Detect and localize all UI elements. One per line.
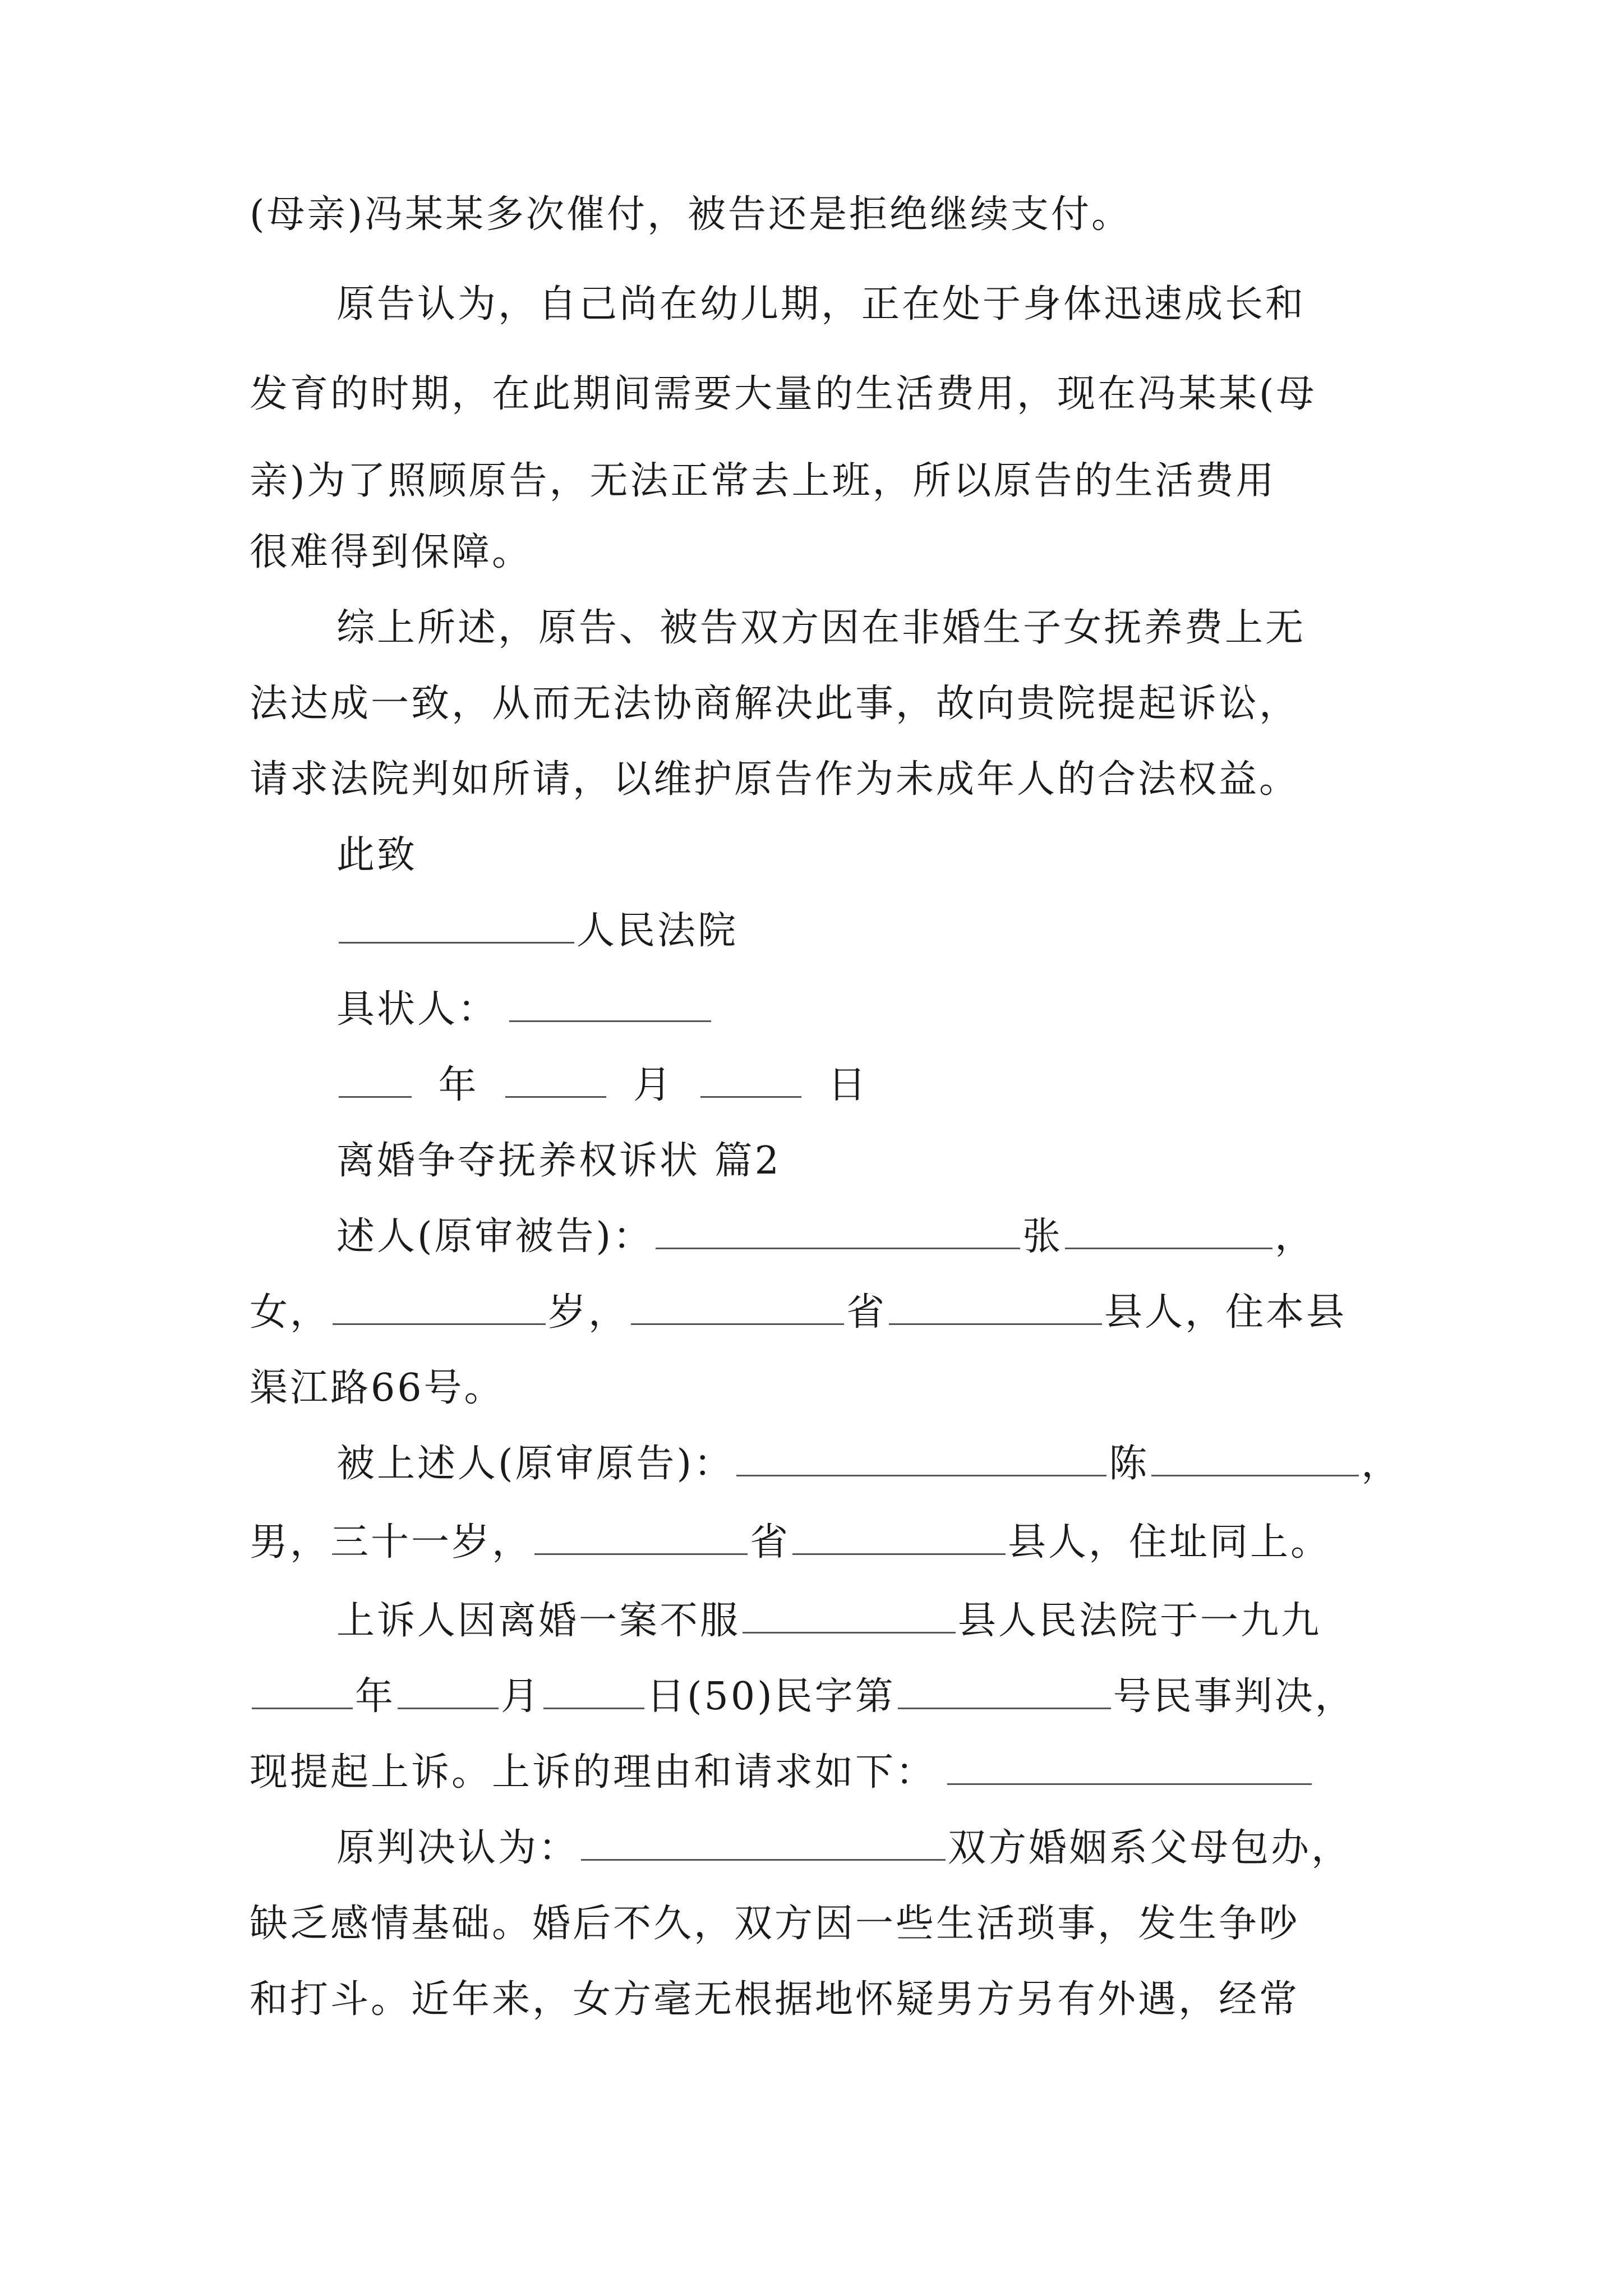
appellee-line: 男，三十一岁， 省 县人，住址同上。 bbox=[250, 1517, 1331, 1568]
blank-field bbox=[1065, 1212, 1272, 1249]
court-line: 人民法院 bbox=[336, 906, 738, 956]
blank-field bbox=[1151, 1439, 1359, 1476]
paragraph-line: 综上所述，原告、被告双方因在非婚生子女抚养费上无 bbox=[336, 606, 1306, 650]
appellant-line: 女， 岁， 省 县人，住本县 bbox=[250, 1287, 1347, 1338]
blank-field bbox=[252, 1672, 353, 1709]
blank-field bbox=[534, 1517, 748, 1555]
blank-field bbox=[656, 1212, 1020, 1249]
paragraph-line: 和打斗。近年来，女方毫无根据地怀疑男方另有外遇，经常 bbox=[250, 1977, 1300, 2022]
original-judgment-line: 原判决认为： 双方婚姻系父母包办， bbox=[336, 1823, 1352, 1874]
appeal-line: 现提起上诉。上诉的理由和请求如下： bbox=[250, 1747, 1314, 1798]
signer-line: 具状人： bbox=[336, 984, 713, 1035]
paragraph-line: 缺乏感情基础。婚后不久，双方因一些生活琐事，发生争吵 bbox=[250, 1902, 1300, 1946]
blank-field bbox=[333, 1287, 546, 1325]
blank-field bbox=[505, 1060, 606, 1098]
blank-field bbox=[339, 1060, 412, 1098]
paragraph-line: 很难得到保障。 bbox=[250, 530, 533, 574]
blank-field bbox=[509, 984, 711, 1022]
paragraph-line: 请求法院判如所请，以维护原告作为未成年人的合法权益。 bbox=[250, 757, 1300, 802]
paragraph-line: 法达成一致，从而无法协商解决此事，故向贵院提起诉讼， bbox=[250, 682, 1300, 726]
appellant-address: 渠江路66号。 bbox=[250, 1366, 505, 1410]
salutation: 此致 bbox=[336, 833, 418, 877]
blank-field bbox=[543, 1672, 644, 1709]
paragraph-line: 亲)为了照顾原告，无法正常去上班，所以原告的生活费用 bbox=[250, 459, 1276, 503]
blank-field bbox=[581, 1823, 946, 1861]
blank-field bbox=[700, 1060, 801, 1098]
appellee-line: 被上述人(原审原告)： 陈 ， bbox=[336, 1439, 1401, 1489]
date-line: 年 月 日 bbox=[336, 1060, 878, 1111]
blank-field bbox=[889, 1287, 1102, 1325]
paragraph-line: 原告认为，自己尚在幼儿期，正在处于身体迅速成长和 bbox=[336, 282, 1306, 326]
blank-field bbox=[631, 1287, 844, 1325]
appellant-line: 述人(原审被告)： 张 ， bbox=[336, 1212, 1315, 1262]
appeal-line: 年 月 日(50)民字第 号民事判决， bbox=[250, 1672, 1355, 1722]
paragraph-line: (母亲)冯某某多次催付，被告还是拒绝继续支付。 bbox=[250, 192, 1132, 237]
blank-field bbox=[947, 1747, 1312, 1785]
blank-field bbox=[743, 1596, 956, 1634]
section-heading: 离婚争夺抚养权诉状 篇2 bbox=[336, 1139, 781, 1183]
blank-field bbox=[898, 1672, 1111, 1709]
appeal-line: 上诉人因离婚一案不服 县人民法院于一九九 bbox=[336, 1596, 1321, 1646]
blank-field bbox=[736, 1439, 1106, 1476]
blank-field bbox=[398, 1672, 499, 1709]
paragraph-line: 发育的时期，在此期间需要大量的生活费用，现在冯某某(母 bbox=[250, 372, 1317, 416]
blank-field bbox=[339, 906, 574, 944]
blank-field bbox=[792, 1517, 1006, 1555]
